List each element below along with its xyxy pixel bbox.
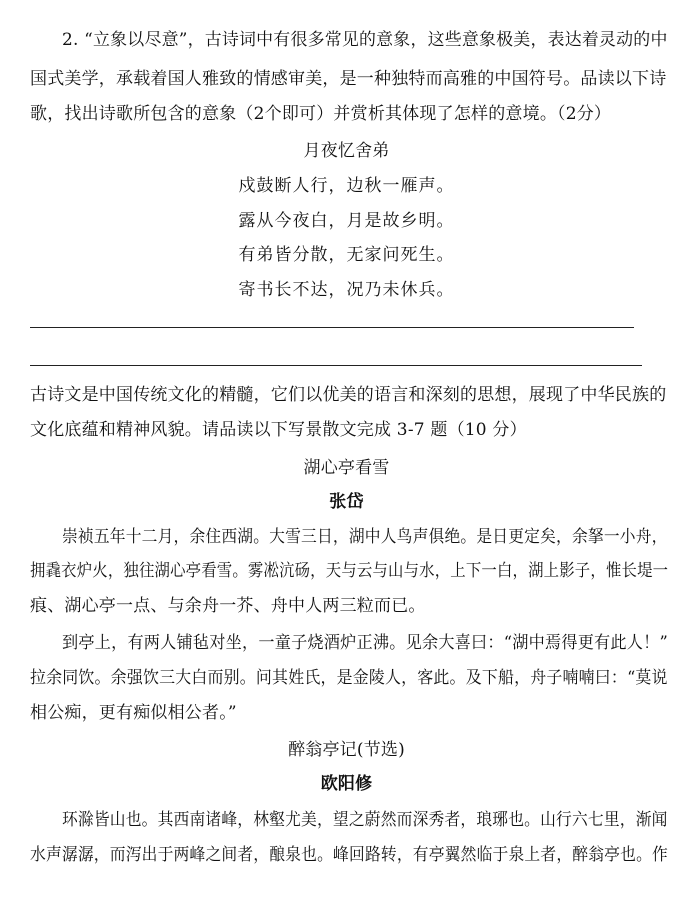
text-1-paragraph-1-line: 痕、湖心亭一点、与余舟一芥、舟中人两三粒而已。 — [30, 596, 426, 616]
text-2-author: 欧阳修 — [320, 774, 373, 794]
poem-line: 戍鼓断人行，边秋一雁声。 — [238, 176, 455, 196]
text-2-paragraph-1-line: 水声潺潺，而泻出于两峰之间者，酿泉也。峰回路转，有亭翼然临于泉上者，醉翁亭也。作 — [30, 845, 668, 865]
question-2-line-1: 2. “立象以尽意”，古诗词中有很多常见的意象，这些意象极美，表达着灵动的中 — [62, 30, 668, 50]
poem-line: 寄书长不达，况乃未休兵。 — [238, 280, 455, 300]
text-1-title: 湖心亭看雪 — [303, 458, 390, 478]
poem-line: 有弟皆分散，无家问死生。 — [238, 245, 455, 265]
intro-line-2: 文化底蕴和精神风貌。请品读以下写景散文完成 3-7 题（10 分） — [30, 420, 527, 440]
text-1-paragraph-1-line: 拥毳衣炉火，独往湖心亭看雪。雾凇沆砀，天与云与山与水，上下一白，湖上影子，惟长堤一 — [30, 561, 669, 581]
text-2-title: 醉翁亭记(节选) — [288, 740, 405, 760]
text-1-paragraph-2-line: 到亭上，有两人铺毡对坐，一童子烧酒炉正沸。见余大喜曰：“湖中焉得更有此人！” — [62, 633, 668, 653]
text-2-paragraph-1-line: 环滁皆山也。其西南诸峰，林壑尤美，望之蔚然而深秀者，琅琊也。山行六七里，渐闻 — [62, 810, 668, 830]
answer-line — [30, 327, 634, 328]
poem-title: 月夜忆舍弟 — [303, 141, 390, 161]
intro-line-1: 古诗文是中国传统文化的精髓，它们以优美的语言和深刻的思想，展现了中华民族的 — [30, 385, 667, 405]
question-2-line-3: 歌，找出诗歌所包含的意象（2个即可）并赏析其体现了怎样的意境。（2分） — [30, 104, 612, 124]
poem-line: 露从今夜白，月是故乡明。 — [238, 211, 455, 231]
text-1-paragraph-2-line: 拉余同饮。余强饮三大白而别。问其姓氏，是金陵人，客此。及下船，舟子喃喃曰：“莫说 — [30, 668, 668, 688]
question-2-line-2: 国式美学，承载着国人雅致的情感审美，是一种独特而高雅的中国符号。品读以下诗 — [30, 69, 667, 89]
answer-line — [30, 365, 642, 366]
text-1-paragraph-1-line: 崇祯五年十二月，余住西湖。大雪三日，湖中人鸟声俱绝。是日更定矣，余拏一小舟， — [62, 527, 668, 547]
text-1-paragraph-2-line: 相公痴，更有痴似相公者。” — [30, 703, 237, 723]
text-1-author: 张岱 — [329, 492, 364, 512]
